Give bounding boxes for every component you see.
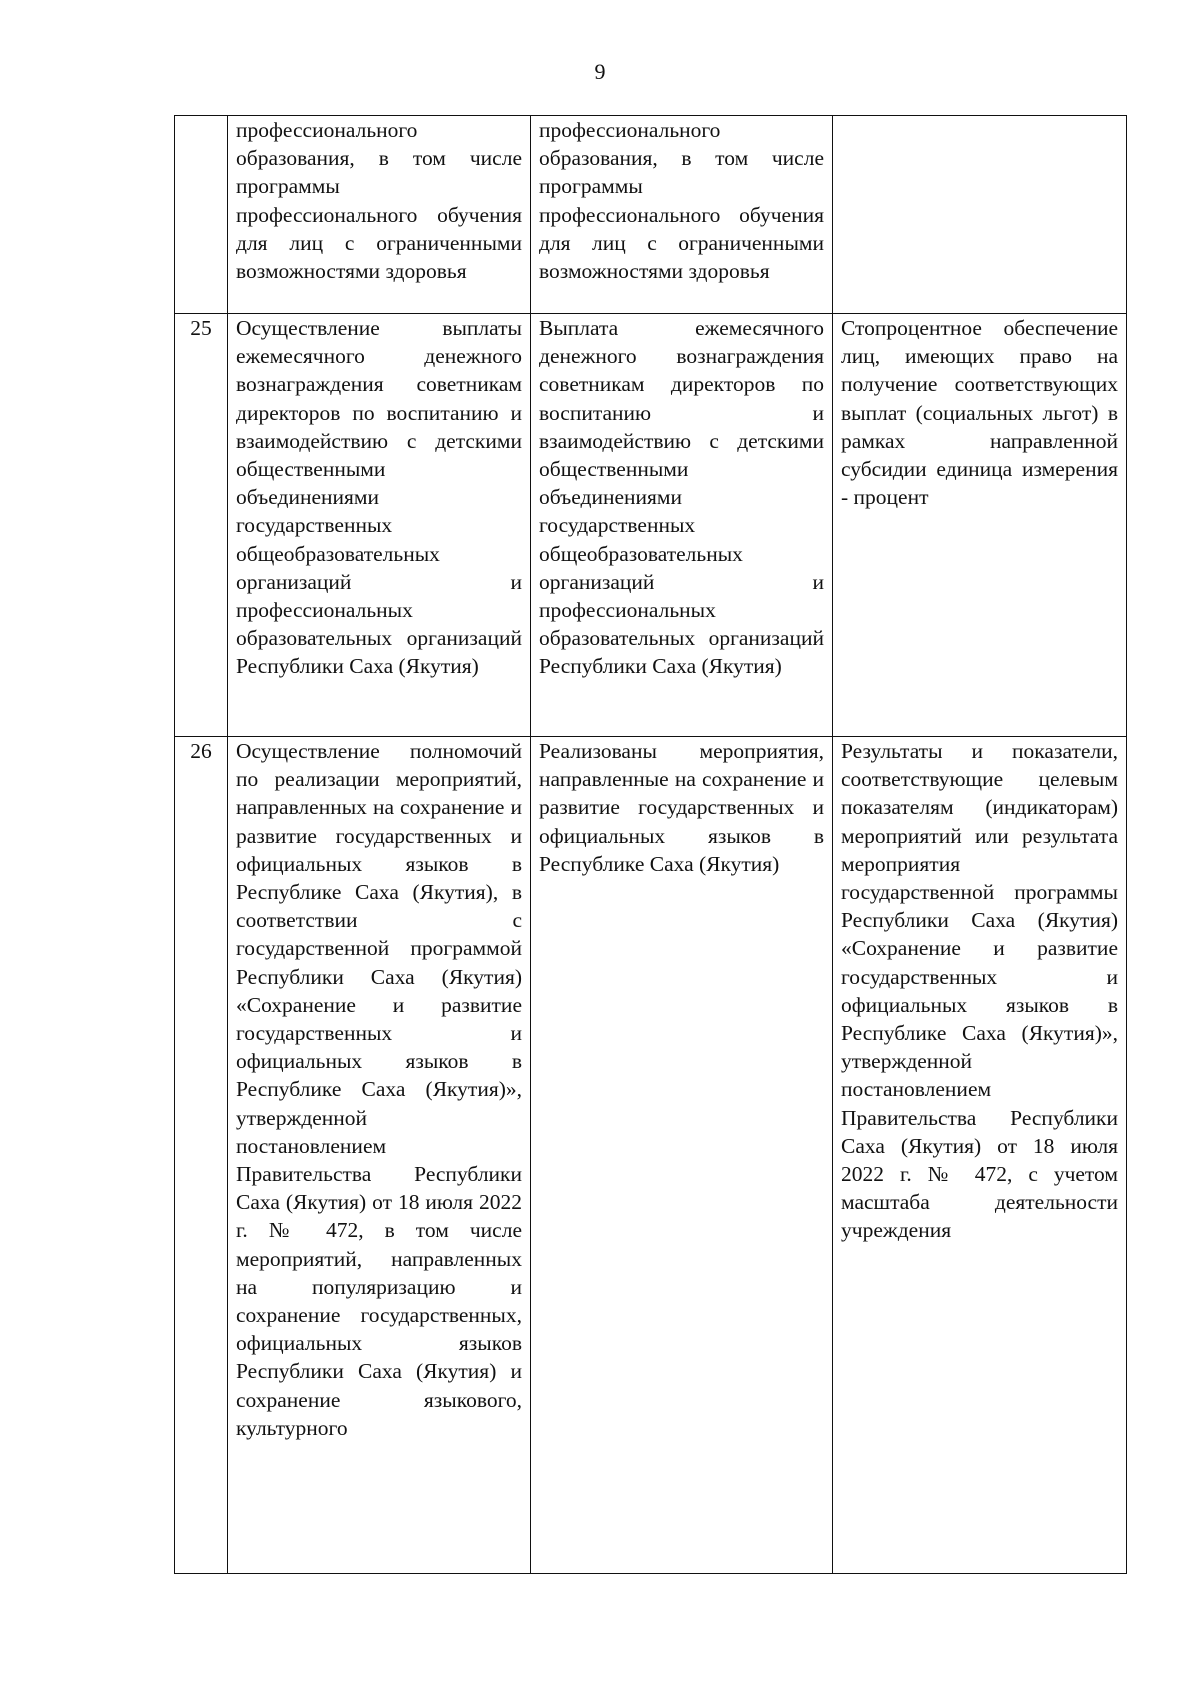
result-cell [531,314,833,737]
measure-name-text: Осуществление полномочий по реализации мероприятий, направленных на сохранение и развитие государственных и официальных языков в Республике Саха (Якутия), в соответствии с государственной программой Республики Саха (Якутия) «Сохранение и развитие государственных и официальных языков в Республике Саха (Якутия)», утвержденной постановлением Правительства Республики Саха (Якутия) от 18 июля 2022 г. № 472, в том числе мероприятий, направленных на популяризацию и сохранение государственных, официальных языков Республики Саха (Якутия) и сохранение языкового, культурного [236,739,522,1440]
indicator-cell [833,737,1127,1574]
indicator-text: Результаты и показатели, соответствующие целевым показателям (индикаторам) мероприятий или результата мероприятия государственной программы Республики Саха (Якутия) «Сохранение и развитие государственных и официальных языков в Республике Саха (Якутия)», утвержденной постановлением Правительства Республики Саха (Якутия) от 18 июля 2022 г. № 472, с учетом масштаба деятельности учреждения [841,739,1118,1243]
result-text: Реализованы мероприятия, направленные на сохранение и развитие государственных и официальных языков в Республике Саха (Якутия) [539,739,824,876]
measure-name-cell [228,737,531,1574]
page-number: 9 [594,59,606,84]
measure-name-text: Осуществление выплаты ежемесячного денежного вознаграждения советникам директоров по воспитанию и взаимодействию с детскими общественными объединениями государственных общеобразовательных организаций и профессиональных образовательных организаций Республики Саха (Якутия) [236,316,522,679]
measure-name-text: профессионального образования, в том числе программы профессионального обучения для лиц с ограниченными возможностями здоровья [236,118,522,284]
measure-name-cell [228,314,531,737]
result-cell [531,116,833,314]
row-number-cell: 25 [175,314,228,737]
result-text: Выплата ежемесячного денежного вознаграждения советникам директоров по воспитанию и взаимодействию с детскими общественными объединениями государственных общеобразовательных организаций и профессиональных образовательных организаций Республики Саха (Якутия) [539,316,824,679]
row-number-cell: 26 [175,737,228,1574]
result-text: профессионального образования, в том числе программы профессионального обучения для лиц с ограниченными возможностями здоровья [539,118,824,284]
indicator-cell [833,116,1127,314]
indicator-text: Стопроцентное обеспечение лиц, имеющих право на получение соответствующих выплат (социальных льгот) в рамках направленной субсидии единица измерения - процент [841,316,1118,510]
table-row-continuation [175,116,1127,314]
row-number-cell [175,116,228,314]
measure-name-cell [228,116,531,314]
indicator-cell [833,314,1127,737]
table-row-25 [175,314,1127,737]
table-row-26 [175,737,1127,1574]
result-cell [531,737,833,1574]
document-table [174,115,1127,1574]
